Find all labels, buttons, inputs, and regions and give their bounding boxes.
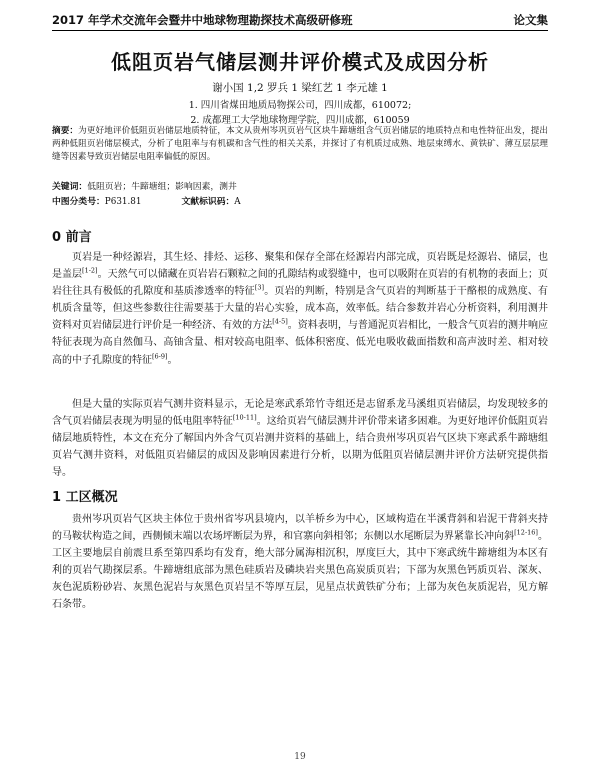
section-heading-work-area: 1 工区概况 (52, 490, 118, 505)
keywords-text: 低阻页岩；牛蹄塘组；影响因素，测井 (87, 182, 237, 192)
page-number: 19 (294, 752, 306, 762)
paper-title: 低阻页岩气储层测井评价模式及成因分析 (111, 50, 489, 74)
affiliation-1: 1. 四川省煤田地质局物探公司，四川成都，610072; (188, 100, 412, 111)
header-collection: 论文集 (513, 13, 548, 27)
abstract-text: 为更好地评价低阻页岩储层地质特征，本文从贵州岑巩页岩气区块牛蹄塘组含气页岩储层的地质特点和电性特征出发，提出两种低阻页岩储层模式，分析了电阻率与有机碳和含气性的相关关系，并探讨了有机质过成熟、地层束缚水、黄铁矿、薄互层层理缝等因素导致页岩储层电阻率偏低的原因。 (52, 126, 548, 163)
classification-line (52, 194, 241, 207)
keywords-label: 关键词： (52, 182, 88, 192)
doc-code-label: 文献标识码： (181, 197, 235, 207)
keywords (52, 179, 548, 192)
clc-value: P631.81 (104, 197, 142, 207)
doc-code-value: A (234, 197, 241, 207)
intro-paragraph-1: 页岩是一种烃源岩，其生烃、排烃、运移、聚集和保存全部在烃源岩内部完成，页岩既是烃源岩、储层，也是盖层[1-2]。天然气可以储藏在页岩岩石颗粒之间的孔隙结构或裂缝中，也可以吸附在页岩的有机物的表面上；页岩往往具有极低的孔隙度和基质渗透率的特征[3]。页岩的判断，特别是含气页岩的判断基于干酪根的成熟度、有机质含量等，但这些参数往往需要基于大量的岩心实验，成本高，效率低。结合参数并岩心分析资料，利用测井资料对页岩储层进行评价是一种经济、有效的方法[4-5]。资料表明，与普通泥页岩相比，一般含气页岩的测井响应特征表现为高自然伽马、高铀含量、相对较高电阻率、低体积密度、低光电吸收截面指数和高声波时差、相对较高的中子孔隙度的特征[6-9]。 (52, 252, 549, 366)
header-conference: 2017 年学术交流年会暨井中地球物理勘探技术高级研修班 (52, 13, 353, 27)
work-area-paragraph: 贵州岑巩页岩气区块主体位于贵州省岑巩县境内，以羊桥乡为中心，区域构造在半溪背斜和岩泥干背斜夹持的马鞍状构造之间，西侧倾末端以农场坪断层为界，和官寨向斜相邻；东侧以水尾断层为界紧靠长冲向斜[12-16]。工区主要地层自前震旦系至第四系均有发育，绝大部分属海相沉积，厚度巨大，其中下寒武统牛蹄塘组为本区有利的页岩气勘探层系。牛蹄塘组底部为黑色硅质岩及磷块岩夹黑色高炭质页岩；下部为灰黑色钙质页岩、深灰、灰色泥质粉砂岩、灰黑色泥岩与灰黑色页岩呈不等厚互层，见星点状黄铁矿分布；上部为灰色灰质泥岩，见方解石条带。 (52, 514, 548, 611)
clc-label: 中图分类号： (52, 197, 105, 207)
affiliation-2: 2. 成都理工大学地球物理学院，四川成都，610059 (190, 115, 410, 126)
abstract (52, 125, 548, 165)
running-header (52, 8, 548, 31)
section-heading-intro: 0 前言 (52, 230, 92, 245)
abstract-label: 摘要： (52, 126, 79, 136)
author-list: 谢小国 1,2 罗兵 1 梁红艺 1 李元雄 1 (212, 82, 388, 94)
intro-paragraph-2: 但是大量的实际页岩气测井资料显示，无论是寒武系筇竹寺组还是志留系龙马溪组页岩储层，均发现较多的含气页岩储层表现为明显的低电阻率特征[10-11]。这给页岩气储层测井评价带来诸多困难。为更好地评价低阻页岩储层地质特性，本文在充分了解国内外含气页岩测井资料的基础上，结合贵州岑巩页岩气区块下寒武系牛蹄塘组页岩气测井资料，对低阻页岩储层的成因及影响因素进行分析，以期为低阻页岩储层测井评价方法研究提供指导。 (52, 399, 549, 479)
